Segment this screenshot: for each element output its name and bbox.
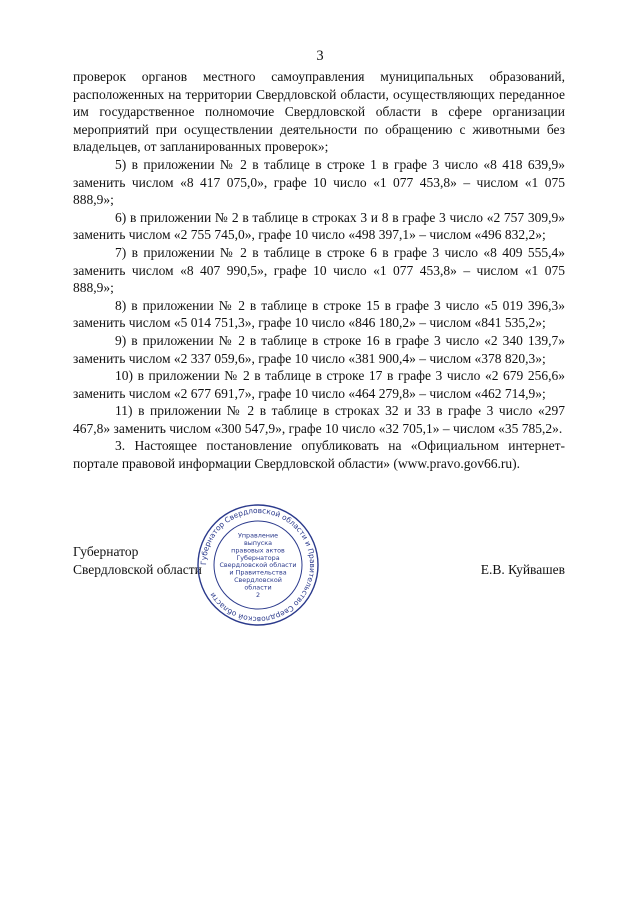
page-number: 3 <box>316 48 324 64</box>
paragraph-continuation: проверок органов местного самоуправления муниципальных образований, расположенных на территории Свердловской области, осуществляющих переданное им государственное полномочие Свердловской области в сфере организации мероприятий при осуществлении деятельности по обращению с животными без владельцев, от запланированных проверок»; <box>73 69 565 155</box>
stamp-inner-line: Губернатора <box>236 553 280 562</box>
position-line: Губернатор <box>73 544 139 559</box>
signatory-name: Е.В. Куйвашев <box>480 561 565 577</box>
paragraph-publication: 3. Настоящее постановление опубликовать на «Официальном интернет-портале правовой информации Свердловской области» (www.pravo.gov66.ru). <box>73 438 565 472</box>
stamp-inner-line: и Правительства <box>229 568 287 577</box>
stamp-inner-line: Управление <box>237 531 279 540</box>
paragraph-item-8: 8) в приложении № 2 в таблице в строке 15 в графе 3 число «5 019 396,3» заменить числом «5 014 751,3», графе 10 число «846 180,2» – числом «841 535,2»; <box>73 297 565 331</box>
stamp-inner-line: выпуска <box>243 539 273 547</box>
position-line: Свердловской области <box>73 561 202 577</box>
paragraph-item-7: 7) в приложении № 2 в таблице в строке 6 в графе 3 число «8 409 555,4» заменить числом «8 407 990,5», графе 10 число «1 077 453,8» – числом «1 075 888,9»; <box>73 244 565 296</box>
stamp-inner-line: Свердловской области <box>219 561 297 570</box>
paragraph-item-9: 9) в приложении № 2 в таблице в строке 16 в графе 3 число «2 340 139,7» заменить числом «2 337 059,6», графе 10 число «381 900,4» – числом «378 820,3»; <box>73 332 565 366</box>
paragraph-item-5: 5) в приложении № 2 в таблице в строке 1 в графе 3 число «8 418 639,9» заменить числом «8 417 075,0», графе 10 число «1 077 453,8» – числом «1 075 888,9»; <box>73 156 565 208</box>
official-stamp <box>196 503 320 627</box>
stamp-ring-text: Губернатор Свердловской области и Правительство Свердловской области <box>198 505 318 625</box>
stamp-inner-line: правовых актов <box>231 546 285 555</box>
stamp-inner-line: Свердловской <box>234 576 282 584</box>
paragraph-item-11: 11) в приложении № 2 в таблице в строках 32 и 33 в графе 3 число «297 467,8» заменить числом «300 547,9», графе 10 число «32 705,1» – числом «35 785,2». <box>73 403 565 436</box>
document-body <box>73 68 565 473</box>
stamp-inner-line: области <box>244 583 272 592</box>
paragraph-item-10: 10) в приложении № 2 в таблице в строке 17 в графе 3 число «2 679 256,6» заменить числом «2 677 691,7», графе 10 число «464 279,8» – числом «462 714,9»; <box>73 368 565 401</box>
paragraph-item-6: 6) в приложении № 2 в таблице в строках 3 и 8 в графе 3 число «2 757 309,9» заменить числом «2 755 745,0», графе 10 число «498 397,1» – числом «496 832,2»; <box>73 209 565 243</box>
stamp-inner-line: 2 <box>255 590 261 599</box>
signatory-position <box>73 543 202 578</box>
